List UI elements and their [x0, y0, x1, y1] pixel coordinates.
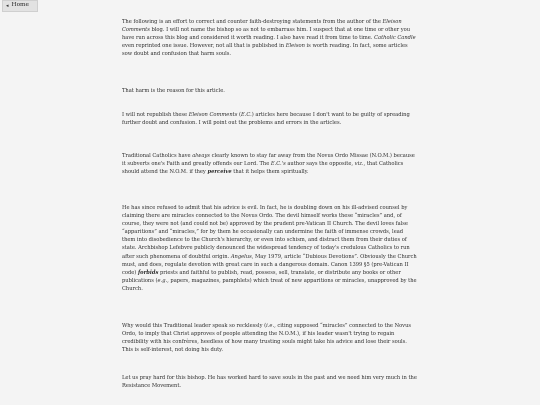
paragraph-recklessly: Why would this Traditional leader speak so recklessly (i.e., citing supposed “miracles” connected to the Novus Ordo, to imply that Christ approves of people attending the N.O.M.), if his leader wasn't trying to regain credibility with his confrères, heedless of how many trusting souls might take his advice and lose their souls. This is self-interest, not doing his duty. [122, 323, 412, 354]
paragraph-harm: That harm is the reason for this article. [122, 88, 225, 94]
paragraph-novus-ordo: Traditional Catholics have always clearly known to stay far away from the Novus Ordo Missae (N.O.M.) because it subverts one's Faith and greatly offends our Lord. The E.C.'s author says the opposite, viz., that Catholics should attend the N.O.M. if they perceive that it helps them spiritually. [122, 153, 415, 176]
back-arrow-icon: ◂ [6, 2, 9, 9]
home-button-label: Home [11, 2, 29, 9]
paragraph-not-republish: I will not republish these Eleison Comments (E.C.) articles here because I don't want to be guilty of spreading further doubt and confusion. I will point out the problems and errors in the articles. [122, 112, 410, 127]
home-button[interactable] [2, 0, 38, 12]
paragraph-miracles: He has since refused to admit that his advice is evil. In fact, he is doubling down on his ill-advised counsel by claiming there are miracles connected to the Novus Ordo. The devil himself works these “miracles” and, of course, they were not (and could not be) approved by the prudent pre-Vatican II Church. The devil loves false “apparitions” and “miracles,” for by them he occasionally can undermine the faith of immense crowds, lead them into disobedience to the Church's hierarchy, or even into schism, and distract them from their duties of state. Archbishop Lefebvre publicly denounced the widespread tendency of today's credulous Catholics to run after such phenomena of doubtful origin. Angelus, May 1979, article “Dubious Devotions”. Obviously the Church must, and does, regulate devotion with great care in such a dangerous domain. Canon 1399 §5 (pre-Vatican II code) forbids priests and faithful to publish, read, possess, sell, translate, or distribute any books or other publications (e.g., papers, magazines, pamphlets) which treat of new apparitions or miracles, unapproved by the Church. [122, 205, 417, 292]
paragraph-pray: Let us pray hard for this bishop. He has worked hard to save souls in the past and we need him very much in the Resistance Movement. [122, 375, 417, 390]
paragraph-intro: The following is an effort to correct and counter faith-destroying statements from the author of the Eleison Comments blog. I will not name the bishop so as not to embarrass him. I suspect that at one time or other you have run across this blog and considered it worth reading. I also have read it from time to time. Catholic Candle even reprinted one issue. However, not all that is published in Eleison is worth reading. In fact, some articles sow doubt and confusion that harm souls. [122, 19, 416, 58]
